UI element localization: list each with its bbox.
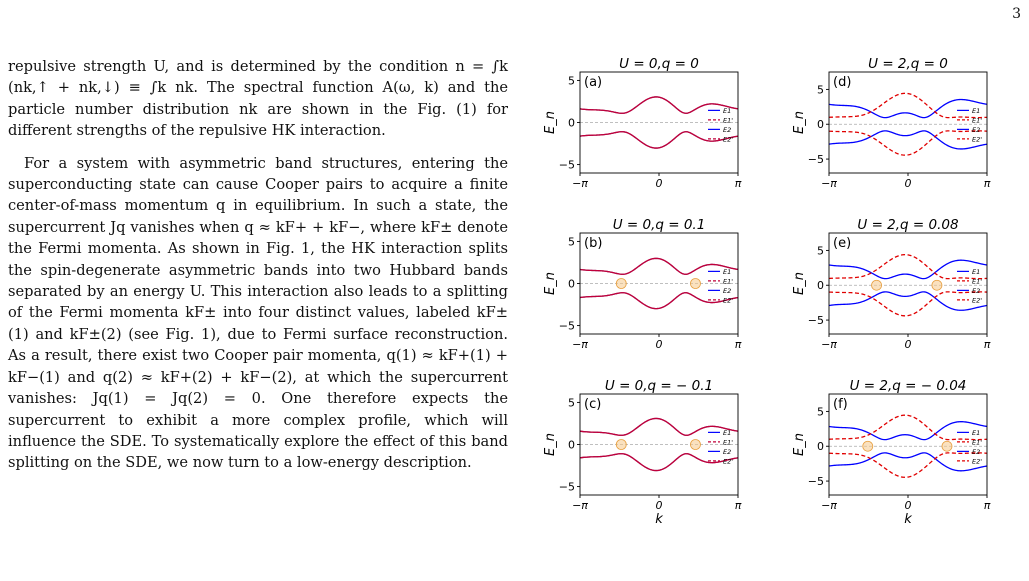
x-tick-label: −π xyxy=(572,177,588,190)
panel-label: (d) xyxy=(833,75,852,90)
panel-d xyxy=(792,56,991,190)
fermi-point-marker-1 xyxy=(942,441,952,451)
x-tick-label: 0 xyxy=(655,499,663,512)
y-tick-label: 5 xyxy=(568,396,575,410)
figure-band-structure xyxy=(532,52,1029,581)
y-tick-label: −5 xyxy=(558,158,575,172)
x-tick-label: π xyxy=(734,499,742,512)
fermi-point-marker-1 xyxy=(690,440,700,450)
fermi-point-marker-1 xyxy=(932,280,942,290)
y-tick-label: −5 xyxy=(807,314,824,328)
curves xyxy=(580,418,738,470)
x-tick-label: −π xyxy=(821,338,837,351)
x-tick-label: 0 xyxy=(904,177,912,190)
axes-frame xyxy=(580,233,738,334)
series-E2p-line xyxy=(580,132,738,148)
legend-label: E1' xyxy=(723,116,734,125)
legend-label: E1' xyxy=(723,438,734,447)
legend-label: E1 xyxy=(972,428,981,437)
axes-frame xyxy=(580,394,738,495)
panel-c xyxy=(543,378,742,527)
panel-f xyxy=(792,378,991,527)
y-tick-label: 0 xyxy=(817,440,824,454)
x-tick-label: −π xyxy=(572,499,588,512)
y-tick-label: 5 xyxy=(817,83,824,97)
axes-frame xyxy=(580,72,738,173)
x-axis-label: k xyxy=(904,512,912,527)
y-axis-label: E_n xyxy=(792,272,807,295)
panel-title: U = 2,q = 0 xyxy=(868,56,948,72)
figure-svg xyxy=(532,52,1029,581)
y-tick-label: −5 xyxy=(807,475,824,489)
x-tick-label: π xyxy=(734,177,742,190)
series-E2-line xyxy=(829,131,987,149)
panel-title: U = 2,q = − 0.04 xyxy=(849,378,967,394)
y-tick-label: 0 xyxy=(568,438,575,452)
y-axis-label: E_n xyxy=(543,111,558,134)
y-tick-label: −5 xyxy=(558,480,575,494)
axes-frame xyxy=(829,233,987,334)
panel-label: (b) xyxy=(584,236,603,251)
legend-label: E2' xyxy=(972,296,983,305)
series-E1-line xyxy=(829,260,987,278)
legend-label: E2 xyxy=(723,447,732,456)
series-E1-line xyxy=(829,100,987,118)
series-E1p-line xyxy=(829,415,987,439)
series-E2-line xyxy=(580,293,738,309)
axes-frame xyxy=(829,72,987,173)
curves xyxy=(829,255,987,316)
panel-title: U = 0,q = 0 xyxy=(619,56,699,72)
x-tick-label: 0 xyxy=(655,338,663,351)
y-tick-label: 0 xyxy=(817,279,824,293)
curves xyxy=(829,93,987,155)
y-axis-label: E_n xyxy=(792,111,807,134)
y-tick-label: 5 xyxy=(568,74,575,88)
x-tick-label: π xyxy=(983,499,991,512)
body-text xyxy=(8,56,508,474)
x-tick-label: −π xyxy=(821,177,837,190)
y-tick-label: 5 xyxy=(568,235,575,249)
legend-label: E1 xyxy=(723,267,732,276)
x-tick-label: 0 xyxy=(904,499,912,512)
fermi-point-marker-0 xyxy=(616,279,626,289)
panel-label: (c) xyxy=(584,397,602,412)
y-tick-label: −5 xyxy=(807,153,824,167)
series-E2p-line xyxy=(580,293,738,309)
legend-label: E2' xyxy=(972,135,983,144)
legend-label: E2' xyxy=(723,296,734,305)
panel-title: U = 0,q = 0.1 xyxy=(612,217,706,233)
y-tick-label: 0 xyxy=(568,277,575,291)
legend-label: E2' xyxy=(723,135,734,144)
legend-label: E2' xyxy=(723,457,734,466)
x-tick-label: −π xyxy=(572,338,588,351)
x-tick-label: π xyxy=(734,338,742,351)
legend-label: E1 xyxy=(972,267,981,276)
legend-label: E2 xyxy=(972,125,981,134)
x-tick-label: π xyxy=(983,338,991,351)
series-E2-line xyxy=(829,453,987,471)
panel-b xyxy=(543,217,742,351)
y-axis-label: E_n xyxy=(792,433,807,456)
x-axis-label: k xyxy=(655,512,663,527)
curves xyxy=(829,415,987,477)
panel-label: (a) xyxy=(584,75,603,90)
legend-label: E1' xyxy=(972,116,983,125)
panel-a xyxy=(543,56,742,190)
legend-label: E1 xyxy=(972,106,981,115)
series-E1-line xyxy=(829,422,987,440)
fermi-point-marker-0 xyxy=(616,440,626,450)
axes-frame xyxy=(829,394,987,495)
curves xyxy=(580,258,738,308)
legend-label: E2 xyxy=(723,125,732,134)
paragraph-2: For a system with asymmetric band structures, entering the superconducting state can cause Cooper pairs to acquire a finite center-of-mass momentum q in equilibrium. In such a state, the supercurrent Jq vanishes when q ≈ kF+ + kF−, where kF± denote the Fermi momenta. As shown in Fig. 1, the HK interaction splits the spin-degenerate asymmetric bands into two Hubbard bands separated by an energy U. This interaction also leads to a splitting of the Fermi momenta kF± into four distinct values, labeled kF±(1) and kF±(2) (see Fig. 1), due to Fermi surface reconstruction. As a result, there exist two Cooper pair momenta, q(1) ≈ kF+(1) + kF−(1) and q(2) ≈ kF+(2) + kF−(2), at which the supercurrent vanishes: Jq(1) = Jq(2) = 0. One therefore expects the supercurrent to exhibit a more complex profile, which will influence the SDE. To systematically explore the effect of this band splitting on the SDE, we now turn to a low-energy description. xyxy=(8,154,508,472)
series-E2p-line xyxy=(829,453,987,477)
y-axis-label: E_n xyxy=(543,272,558,295)
x-tick-label: 0 xyxy=(904,338,912,351)
legend-label: E2' xyxy=(972,457,983,466)
legend-label: E1' xyxy=(972,277,983,286)
y-tick-label: 0 xyxy=(817,118,824,132)
panel-e xyxy=(792,217,991,351)
y-tick-label: 5 xyxy=(817,244,824,258)
y-tick-label: −5 xyxy=(558,319,575,333)
curves xyxy=(580,97,738,148)
fermi-point-marker-1 xyxy=(690,279,700,289)
legend-label: E1 xyxy=(723,428,732,437)
panel-title: U = 2,q = 0.08 xyxy=(857,217,959,233)
series-E2p-line xyxy=(580,454,738,471)
panel-title: U = 0,q = − 0.1 xyxy=(604,378,714,394)
y-tick-label: 5 xyxy=(817,405,824,419)
x-tick-label: −π xyxy=(821,499,837,512)
legend-label: E2 xyxy=(972,286,981,295)
fermi-point-marker-0 xyxy=(872,280,882,290)
legend-label: E1' xyxy=(723,277,734,286)
legend-label: E2 xyxy=(972,447,981,456)
x-tick-label: 0 xyxy=(655,177,663,190)
fermi-point-marker-0 xyxy=(863,441,873,451)
x-tick-label: π xyxy=(983,177,991,190)
legend-label: E2 xyxy=(723,286,732,295)
y-axis-label: E_n xyxy=(543,433,558,456)
panel-label: (e) xyxy=(833,236,852,251)
y-tick-label: 0 xyxy=(568,116,575,130)
paragraph-1: repulsive strength U, and is determined by the condition n = ∫k (nk,↑ + nk,↓) ≡ ∫k nk. The spectral function A(ω, k) and the particle number distribution nk are shown in the Fig. (1) for different strengths of the repulsive HK interaction. xyxy=(8,58,508,140)
panel-label: (f) xyxy=(833,397,848,412)
series-E2-line xyxy=(829,292,987,310)
legend-label: E1' xyxy=(972,438,983,447)
page-number: 3 xyxy=(1012,6,1021,22)
legend-label: E1 xyxy=(723,106,732,115)
